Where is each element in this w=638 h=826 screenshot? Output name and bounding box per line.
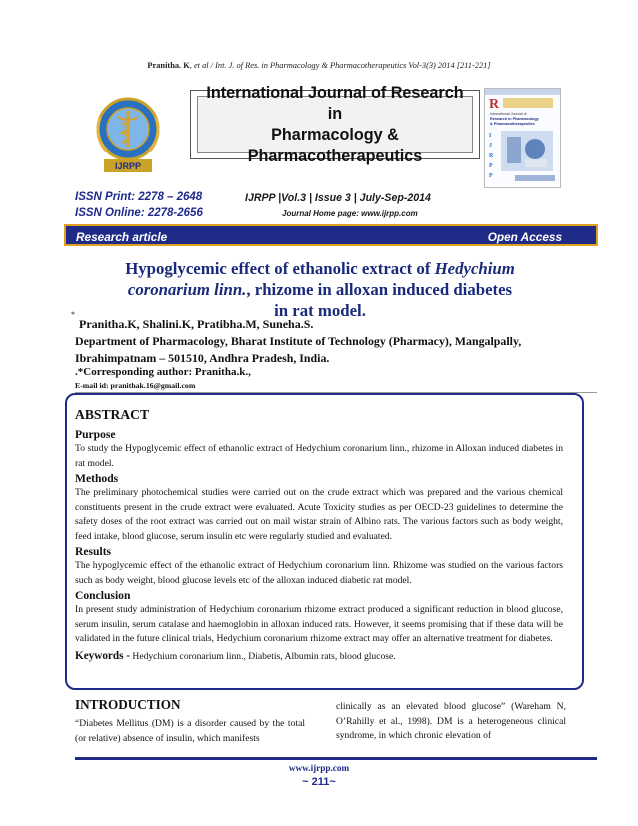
affiliation: Department of Pharmacology, Bharat Institute of Technology (Pharmacy), Mangalpally, Ibrahimpatnam – 501510, Andhra Pradesh, India. [75,334,522,365]
journal-cover-image [484,88,561,188]
author-list [71,310,314,332]
journal-homepage: Journal Home page: www.ijrpp.com [282,209,418,218]
article-type-banner [64,224,598,246]
running-header [0,61,638,70]
page-number: ~ 211~ [302,776,336,788]
volume-issue: IJRPP |Vol.3 | Issue 3 | July-Sep-2014 [245,192,431,204]
author-names: Pranitha.K, Shalini.K, Pratibha.M, Suneha.S. [79,317,314,331]
cover-letter-1: I [489,133,492,139]
keywords-label: Keywords - [75,649,130,662]
intro-text-right: clinically as an elevated blood glucose” (Wareham N, O’Rahilly et al., 1998). DM is a heterogeneous clinical syndrome, in which chronic elevation of [336,701,566,741]
author-mark: * [71,310,75,319]
cover-line1: International Journal of [490,112,527,116]
running-citation: , et al / Int. J. of Res. in Pharmacology & Pharmacotherapeutics Vol-3(3) 2014 [211-221] [189,61,491,70]
article-title [70,258,570,321]
keywords-text: Hedychium coronarium linn., Diabetis, Albumin rats, blood glucose. [130,650,396,662]
logo-text: IJRPP [114,161,142,171]
title-part-1: Hypoglycemic effect of ethanolic extract of [125,259,435,278]
purpose-heading: Purpose [75,428,116,441]
keywords [75,649,563,664]
results-heading: Results [75,545,112,558]
journal-title-line2: Pharmacology & Pharmacotherapeutics [247,125,423,165]
results-text: The hypoglycemic effect of the ethanolic extract of Hedychium coronarium linn. Rhizome was studied on the various factors such as body weight, blood glucose levels etc of the alloxan induced diabetic rat model. [75,560,563,586]
intro-column-right [336,700,566,744]
title-part-3: in rat model. [274,301,366,320]
journal-title [198,83,472,167]
article-type-label: Research article [76,230,168,244]
conclusion-heading: Conclusion [75,589,131,602]
issn-print: ISSN Print: 2278 – 2648 [75,191,203,203]
abstract-section [75,407,563,664]
footer-divider [75,757,597,760]
title-italic-2: coronarium linn. [127,280,247,299]
methods-heading: Methods [75,472,119,485]
corresponding-author: .*Corresponding author: Pranitha.k., [75,366,251,378]
footer-url: www.ijrpp.com [288,763,350,773]
author-email: E-mail id: pranithak.16@gmail.com [75,381,196,390]
journal-title-line1: International Journal of Research in [206,83,464,123]
cover-letter-4: P [489,163,493,169]
conclusion-text: In present study administration of Hedychium coronarium rhizome extract produced a significant reduction in blood glucose, serum insulin, serum catalase and haemoglobin in alloxan induced rats. However, it seems promising that if these data will be validated in the future clinical trials, Hedychium coronarium rhizome extract may offer an alternative treatment for diabetes. [75,604,563,644]
introduction-heading: INTRODUCTION [75,697,181,712]
title-part-2: , rhizome in alloxan induced diabetes [246,280,513,299]
journal-title-box [190,83,480,165]
methods-text: The preliminary photochemical studies were carried out on the crude extract which was prepared and the various chemical constituents present in the crude extract were evaluated. Acute Toxicity studies as per OECD-23 guidelines to determine the safety doses of the root extract was carried out on mail wistar strain of Albino rats. The various factors such as body weight, feed intake, blood glucose, serum insulin etc were regularly studied and evaluated. [75,487,563,542]
intro-text-left: “Diabetes Mellitus (DM) is a disorder caused by the total (or relative) absence of insulin, which manifests [75,718,305,744]
purpose-text: To study the Hypoglycemic effect of ethanolic extract of Hedychium coronarium linn., rhizome in Alloxan induced diabetes in rat model. [75,443,563,469]
cover-line3: & Pharmacotherapeutics [490,122,535,126]
journal-logo [92,97,164,177]
title-italic-1: Hedychium [434,259,515,278]
cover-letter-3: R [489,153,494,159]
running-author: Pranitha. K [147,61,190,70]
intro-column-left [75,697,305,746]
cover-letter-5: P [489,173,493,179]
cover-line2: Research in Pharmacology [490,117,539,121]
cover-rx: R [489,97,500,112]
cover-letter-2: J [489,143,492,149]
open-access-label: Open Access [487,230,562,244]
issn-online: ISSN Online: 2278-2656 [75,207,203,219]
abstract-heading: ABSTRACT [75,407,150,422]
